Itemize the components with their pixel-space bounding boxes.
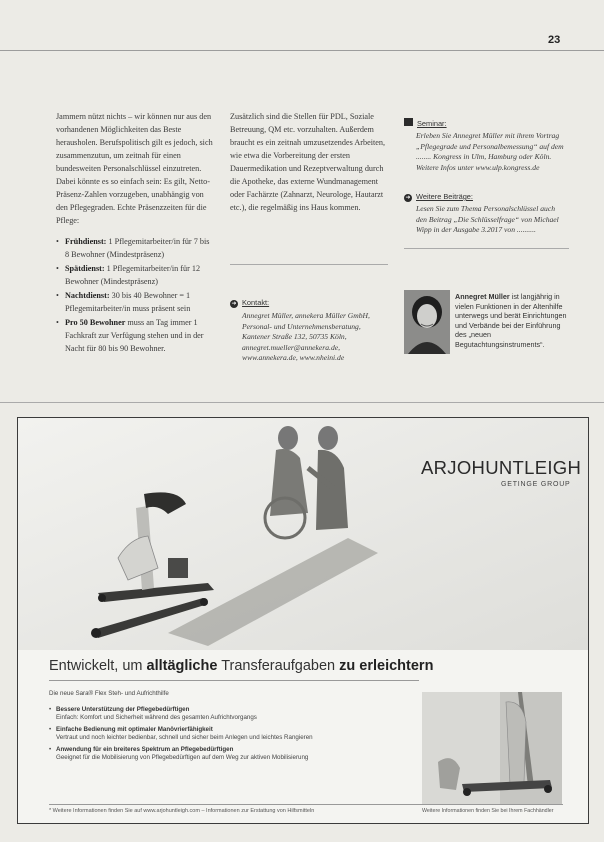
ad-footnote: * Weitere Informationen finden Sie auf www.arjohuntleigh.com – Informationen zur Erstattung von Hilfsmitteln — [49, 808, 315, 814]
brand-subtitle: GETINGE GROUP — [501, 481, 571, 488]
seminar-box — [404, 113, 564, 173]
list-item: • Frühdienst: 1 Pflegemitarbeiter/in für 7 bis 8 Bewohner (Mindestpräsenz) — [56, 235, 213, 261]
presence-list — [56, 235, 213, 355]
ad-intro: Die neue Sara® Flex Steh- und Aufrichthilfe — [49, 690, 169, 697]
more-text: Lesen Sie zum Thema Personalschlüssel auch den Beitrag „Die Schlüsselfrage“ von Michael Wipp in der Ausgabe 3.2017 von .......... — [416, 204, 559, 234]
article-paragraph: Zusätzlich sind die Stellen für PDL, Soziale Betreuung, QM etc. vorzuhalten. Außerdem braucht es ein zeitnah umzusetzendes Arbeiten, wie etwa die Vorbereitung der ersten Dauermedikation und Rezeptverwaltung durch die Apotheke, das externe Wundmanagement oder Fachärzte (Zahnarzt, Neurologe, Hautarzt etc.), die regelmäßig ins Haus kommen. — [230, 112, 386, 212]
section-rule — [0, 402, 604, 403]
author-bio: Annegret Müller ist langjährig in vielen Funktionen in der Altenhilfe unterwegs und berät Einrichtungen und Verbände bei der Einführung des „neuen Begutachtungsinstruments“. — [455, 292, 567, 349]
arrow-circle-icon: ➜ — [405, 195, 411, 201]
list-item: • Pro 50 Bewohner muss an Tag immer 1 Fachkraft zur Verfügung stehen und in der Nacht für 80 bis 90 Bewohner. — [56, 316, 213, 355]
footnote-rule — [49, 804, 563, 805]
ad-feature-list — [49, 690, 334, 766]
ad-hero-image — [18, 418, 588, 650]
sidebar-divider — [404, 248, 569, 249]
list-item: • Nachtdienst: 30 bis 40 Bewohner = 1 Pflegemitarbeiter/in muss präsent sein — [56, 289, 213, 315]
ad-caption: Weitere Informationen finden Sie bei Ihrem Fachhändler — [422, 808, 554, 814]
seminar-text: Erleben Sie Annegret Müller mit ihrem Vortrag „Pflegegrade und Personalbemessung“ auf dem ........ Kongress in Ulm, Hamburg oder Köln. Weitere Infos unter www.ulp.kongress.de — [416, 131, 564, 172]
author-portrait — [404, 290, 450, 354]
list-item: • Spätdienst: 1 Pflegemitarbeiter/in für 12 Bewohner (Mindestpräsenz) — [56, 262, 213, 288]
column-divider — [230, 264, 388, 265]
ad-headline: Entwickelt, um alltägliche Transferaufgaben zu erleichtern — [49, 658, 434, 674]
contact-box — [230, 292, 390, 364]
contact-text: Annegret Müller, annekera Müller GmbH, Personal- und Unternehmensberatung, Kantener Straße 132, 50735 Köln, annegret.mueller@annekera.de, www.annekera.de, www.nheini.de — [242, 311, 370, 362]
article-paragraph: Jammern nützt nichts – wir können nur aus den vorhandenen Möglichkeiten das Beste herausholen. Berufspolitisch gilt es jedoch, sich zusammenzutun, um zeitnah für einen bundesweiten Personalschlüssel einzutreten. Dabei könnte es so einfach sein: Es gilt, Netto-Präsenz-Zahlen vorzugeben, unabhängig von den Pflegegraden. Echte Präsenzzeiten für die Pflege: — [56, 112, 213, 225]
brand-logo: ARJOHUNTLEIGH — [421, 457, 582, 478]
article-column-1 — [56, 110, 213, 356]
contact-label: Kontakt: — [242, 298, 270, 307]
arrow-circle-icon: ➜ — [231, 301, 237, 307]
list-item: • Einfache Bedienung mit optimaler Manövrierfähigkeit Vertraut und noch leichter bedienbar, schnell und sicher beim Anlegen und leichtes Rangieren — [49, 726, 334, 742]
seminar-icon — [404, 118, 413, 126]
header-rule — [0, 50, 604, 51]
ad-product-photo — [422, 692, 562, 804]
advertisement — [17, 417, 589, 824]
more-box — [404, 186, 564, 236]
headline-rule — [49, 680, 419, 681]
page-number: 23 — [548, 34, 561, 46]
list-item: • Anwendung für ein breiteres Spektrum an Pflegebedürftigen Geeignet für die Mobilisierung von Pflegebedürftigen auf dem Weg zur aktiven Mobilisierung — [49, 746, 334, 762]
list-item: • Bessere Unterstützung der Pflegebedürftigen Einfach: Komfort und Sicherheit während des gesamten Aufrichtvorgangs — [49, 706, 334, 722]
seminar-label: Seminar: — [417, 119, 447, 128]
more-label: Weitere Beiträge: — [416, 192, 473, 201]
article-column-2 — [230, 110, 388, 214]
portrait-photo-icon — [404, 290, 450, 354]
